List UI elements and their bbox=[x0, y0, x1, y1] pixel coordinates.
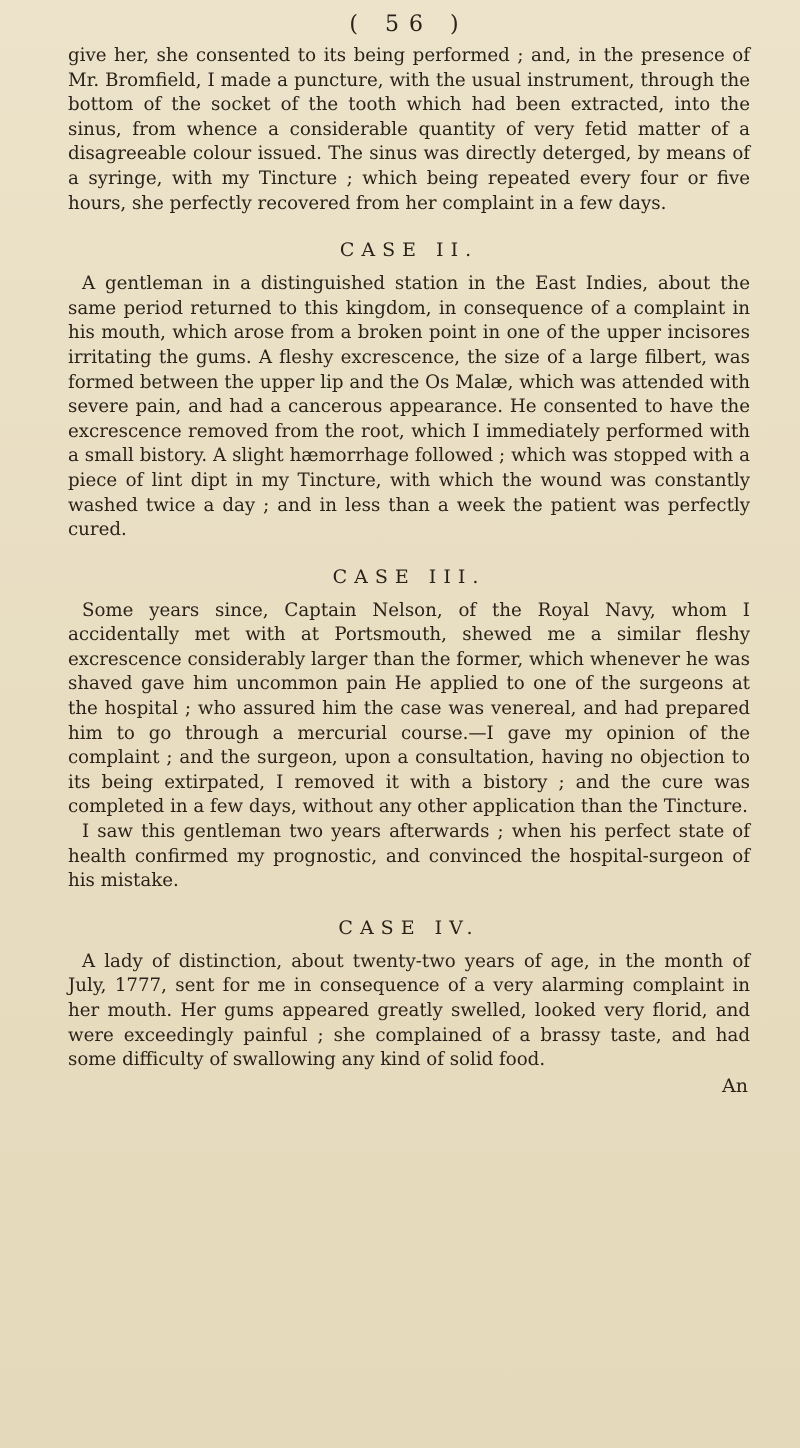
case-ii-text: A gentleman in a distinguished station in the East Indies, about the same period returned to this kingdom, in consequence of a complaint in his mouth, which arose from a broken point in one of the upper incisores irritating the gums. A fleshy excrescence, the size of a large filbert, was formed between the upper lip and the Os Malæ, which was attended with severe pain, and had a cancerous appearance. He consented to have the excrescence removed from the root, which I immediately performed with a small bistory. A slight hæmorrhage followed ; which was stopped with a piece of lint dipt in my Tincture, with which the wound was constantly washed twice a day ; and in less than a week the patient was perfectly cured. bbox=[68, 273, 750, 541]
paragraph-continuation: give her, she consented to its being performed ; and, in the presence of Mr. Bromfield, I made a puncture, with the usual instrument, through the bottom of the socket of the tooth which had been extracted, into the sinus, from whence a considerable quantity of very fetid matter of a disagreeable colour issued. The sinus was directly deterged, by means of a syringe, with my Tincture ; which being repeated every four or five hours, she perfectly recovered from her complaint in a few days. bbox=[68, 45, 750, 214]
case-heading-iv: CASE IV. bbox=[338, 916, 480, 939]
catchword: An bbox=[722, 1074, 748, 1097]
case-iv-text: A lady of distinction, about twenty-two years of age, in the month of July, 1777, sent for me in consequence of a very alarming complaint in her mouth. Her gums appeared greatly swelled, looked very florid, and were exceedingly painful ; she complained of a brassy taste, and had some difficulty of swallowing any kind of solid food. bbox=[68, 950, 750, 1071]
case-iii-text-continued: I saw this gentleman two years afterwards ; when his perfect state of health confirmed my prognostic, and convinced the hospital-surgeon of his mistake. bbox=[68, 821, 750, 892]
case-heading-ii: CASE II. bbox=[339, 239, 479, 262]
case-iii-text: Some years since, Captain Nelson, of the Royal Navy, whom I accidentally met with at Portsmouth, shewed me a similar fleshy excrescence considerably larger than the former, which whenever he was shaved gave him uncommon pain He applied to one of the surgeons at the hospital ; who assured him the case was venereal, and had prepared him to go through a mercurial course.—I gave my opinion of the complaint ; and the surgeon, upon a consultation, having no objection to its being extirpated, I removed it with a bistory ; and the cure was completed in a few days, without any other application than the Tincture. bbox=[68, 599, 750, 818]
case-heading-iii: CASE III. bbox=[332, 565, 486, 588]
page-number: ( 56 ) bbox=[349, 12, 469, 37]
